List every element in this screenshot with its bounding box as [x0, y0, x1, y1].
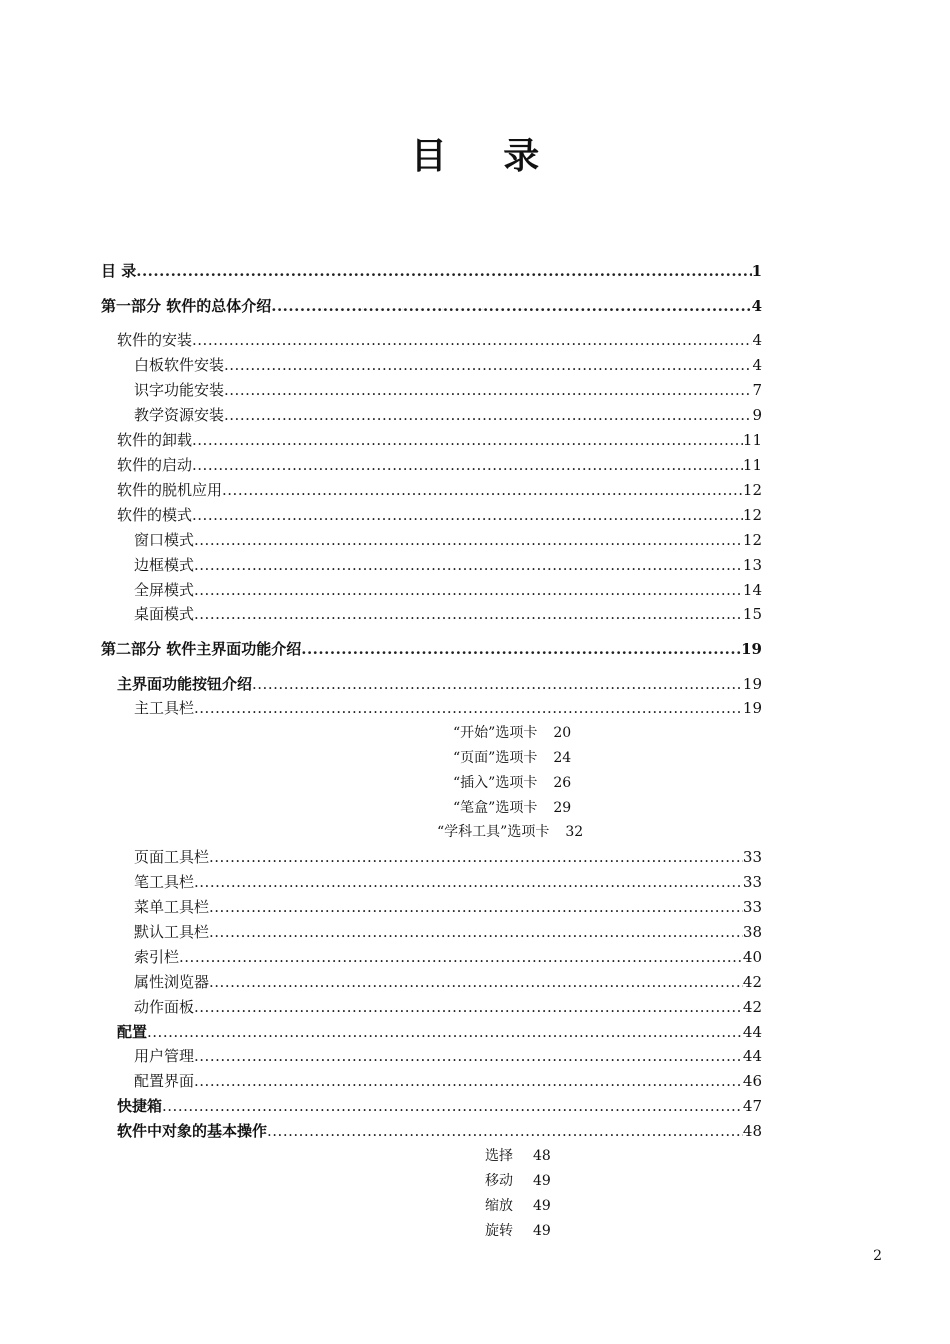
toc-entry-label: 软件的启动 — [117, 456, 193, 474]
toc-entry[interactable] — [134, 872, 762, 892]
toc-entry[interactable] — [117, 480, 762, 500]
toc-subentry-label: “学科工具”选项卡 — [437, 824, 550, 840]
toc-subentry-page: 49 — [533, 1173, 551, 1189]
toc-subentry-page: 26 — [553, 775, 572, 791]
toc-entry-label: 属性浏览器 — [134, 973, 210, 991]
toc-entry-page: 11 — [742, 456, 762, 474]
toc-leader — [194, 530, 743, 550]
toc-entry[interactable] — [134, 1071, 762, 1091]
toc-leader — [271, 296, 751, 316]
toc-entry-page: 15 — [742, 605, 762, 623]
toc-entry-label: 教学资源安装 — [134, 406, 225, 424]
toc-entry[interactable] — [134, 580, 762, 600]
toc-subentry[interactable] — [485, 1146, 551, 1166]
toc-subentry-page: 24 — [553, 750, 572, 766]
toc-entry-label: 第二部分 软件主界面功能介绍 — [101, 640, 302, 658]
toc-entry-label: 窗口模式 — [134, 531, 195, 549]
toc-entry-page: 19 — [742, 699, 762, 717]
toc-entry-page: 44 — [742, 1047, 762, 1065]
toc-subentry-label: “笔盒”选项卡 — [453, 800, 538, 816]
toc-subentry[interactable] — [453, 723, 571, 743]
toc-subentry-page: 20 — [553, 725, 572, 741]
toc-entry-page: 33 — [742, 898, 762, 916]
toc-entry-page: 7 — [752, 381, 762, 399]
toc-entry-page: 42 — [742, 973, 762, 991]
toc-entry[interactable] — [134, 972, 762, 992]
toc-leader — [194, 555, 743, 575]
toc-subentry[interactable] — [453, 748, 571, 768]
toc-subentry[interactable] — [485, 1171, 551, 1191]
toc-leader — [194, 997, 743, 1017]
toc-entry-label: 白板软件安装 — [134, 356, 225, 374]
toc-entry-page: 33 — [742, 873, 762, 891]
toc-leader — [209, 897, 743, 917]
toc-leader — [192, 455, 743, 475]
toc-subentry[interactable] — [485, 1196, 551, 1216]
toc-leader — [252, 674, 743, 694]
toc-entry-label: 页面工具栏 — [134, 848, 210, 866]
toc-entry[interactable] — [134, 555, 762, 575]
toc-subentry[interactable] — [453, 773, 571, 793]
toc-entry-page: 13 — [742, 556, 762, 574]
toc-entry-label: 用户管理 — [134, 1047, 195, 1065]
toc-subentry-label: 移动 — [485, 1173, 513, 1189]
toc-entry[interactable] — [101, 261, 762, 281]
toc-entry[interactable] — [117, 1022, 762, 1042]
toc-entry[interactable] — [134, 847, 762, 867]
toc-subentry-page: 29 — [553, 800, 572, 816]
toc-subentry-page: 32 — [565, 824, 584, 840]
toc-entry[interactable] — [134, 1046, 762, 1066]
toc-subentry-page: 49 — [533, 1223, 551, 1239]
toc-entry-label: 软件的卸载 — [117, 431, 193, 449]
toc-leader — [194, 698, 743, 718]
toc-subentry-page: 49 — [533, 1198, 551, 1214]
toc-entry-label: 默认工具栏 — [134, 923, 210, 941]
toc-leader — [194, 604, 743, 624]
toc-entry-label: 软件中对象的基本操作 — [117, 1122, 268, 1140]
toc-entry-page: 42 — [742, 998, 762, 1016]
toc-entry-page: 38 — [742, 923, 762, 941]
toc-entry-page: 46 — [742, 1072, 762, 1090]
toc-entry-label: 配置 — [117, 1023, 148, 1041]
toc-entry-label: 索引栏 — [134, 948, 180, 966]
toc-entry-label: 软件的脱机应用 — [117, 481, 223, 499]
toc-entry-page: 12 — [742, 531, 762, 549]
toc-entry-label: 软件的安装 — [117, 331, 193, 349]
toc-leader — [194, 580, 743, 600]
toc-leader — [224, 405, 752, 425]
toc-entry[interactable] — [101, 296, 762, 316]
toc-entry-page: 1 — [751, 262, 762, 280]
toc-entry-page: 14 — [742, 581, 762, 599]
toc-entry[interactable] — [134, 405, 762, 425]
toc-leader — [162, 1096, 743, 1116]
toc-subentry-label: 选择 — [485, 1148, 513, 1164]
toc-entry-label: 快捷箱 — [117, 1097, 163, 1115]
toc-entry[interactable] — [134, 604, 762, 624]
toc-entry-page: 12 — [742, 481, 762, 499]
toc-subentry-label: “插入”选项卡 — [453, 775, 538, 791]
toc-entry[interactable] — [117, 455, 762, 475]
toc-leader — [209, 972, 743, 992]
toc-entry-page: 40 — [742, 948, 762, 966]
toc-leader — [224, 355, 752, 375]
toc-leader — [222, 480, 743, 500]
toc-subentry-label: 缩放 — [485, 1198, 513, 1214]
toc-leader — [209, 847, 743, 867]
toc-entry-page: 4 — [751, 297, 762, 315]
toc-leader — [179, 947, 743, 967]
toc-subentry[interactable] — [437, 822, 583, 842]
toc-leader — [192, 330, 752, 350]
toc-entry[interactable] — [134, 897, 762, 917]
toc-entry[interactable] — [117, 430, 762, 450]
toc-entry[interactable] — [134, 698, 762, 718]
toc-entry-page: 9 — [752, 406, 762, 424]
toc-entry[interactable] — [117, 505, 762, 525]
toc-subentry-label: “页面”选项卡 — [453, 750, 538, 766]
toc-entry-page: 4 — [752, 331, 762, 349]
toc-entry-label: 识字功能安装 — [134, 381, 225, 399]
toc-entry-page: 19 — [741, 640, 762, 658]
toc-leader — [267, 1121, 743, 1141]
toc-entry-page: 11 — [742, 431, 762, 449]
toc-entry[interactable] — [117, 1096, 762, 1116]
toc-entry-label: 配置界面 — [134, 1072, 195, 1090]
toc-entry-label: 第一部分 软件的总体介绍 — [101, 297, 272, 315]
toc-subentry-label: “开始”选项卡 — [453, 725, 538, 741]
toc-entry[interactable] — [134, 922, 762, 942]
toc-entry-label: 边框模式 — [134, 556, 195, 574]
page-number: 2 — [873, 1248, 882, 1264]
toc-subentry-page: 48 — [533, 1148, 551, 1164]
toc-entry-label: 全屏模式 — [134, 581, 195, 599]
toc-leader — [224, 380, 752, 400]
toc-entry-label: 桌面模式 — [134, 605, 195, 623]
toc-entry-label: 软件的模式 — [117, 506, 193, 524]
toc-entry[interactable] — [117, 674, 762, 694]
toc-entry-page: 47 — [742, 1097, 762, 1115]
toc-entry-page: 4 — [752, 356, 762, 374]
toc-entry[interactable] — [101, 639, 762, 659]
toc-leader — [301, 639, 741, 659]
toc-entry[interactable] — [134, 997, 762, 1017]
toc-leader — [147, 1022, 743, 1042]
toc-leader — [209, 922, 743, 942]
toc-entry-page: 48 — [742, 1122, 762, 1140]
toc-leader — [194, 1046, 743, 1066]
toc-leader — [192, 430, 743, 450]
toc-entry-label: 主界面功能按钮介绍 — [117, 675, 253, 693]
toc-leader — [192, 505, 743, 525]
toc-entry-page: 44 — [742, 1023, 762, 1041]
toc-entry[interactable] — [134, 947, 762, 967]
toc-entry-page: 12 — [742, 506, 762, 524]
toc-subentry[interactable] — [453, 798, 571, 818]
toc-entry-label: 主工具栏 — [134, 699, 195, 717]
toc-entry-label: 菜单工具栏 — [134, 898, 210, 916]
page-title: 目 录 — [410, 135, 562, 177]
toc-entry[interactable] — [117, 1121, 762, 1141]
toc-leader — [194, 872, 743, 892]
toc-entry-label: 动作面板 — [134, 998, 195, 1016]
toc-entry[interactable] — [134, 355, 762, 375]
toc-entry[interactable] — [134, 380, 762, 400]
toc-entry-page: 19 — [742, 675, 762, 693]
toc-entry-page: 33 — [742, 848, 762, 866]
toc-entry-label: 笔工具栏 — [134, 873, 195, 891]
toc-entry[interactable] — [134, 530, 762, 550]
toc-leader — [194, 1071, 743, 1091]
toc-subentry[interactable] — [485, 1221, 551, 1241]
toc-entry-label: 目 录 — [101, 262, 137, 280]
toc-entry[interactable] — [117, 330, 762, 350]
toc-subentry-label: 旋转 — [485, 1223, 513, 1239]
toc-leader — [136, 261, 751, 281]
